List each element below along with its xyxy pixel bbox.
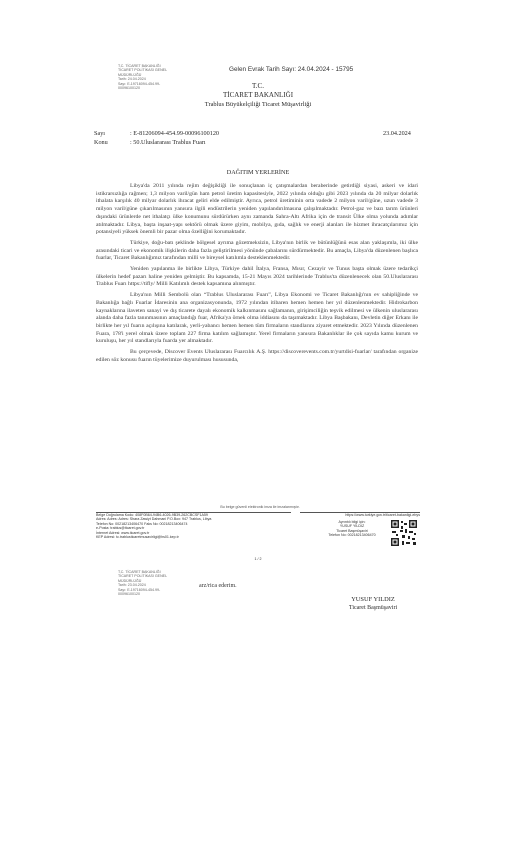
paragraph: Libya'da 2011 yılında rejim değişikliği ile sonuçlanan iç çatışmalardan beraberinde getirdiği siyasi, askeri ve idari istikrarsızlığa rağmen; 1,3 milyon varil/gün ham petrol üretim kapasitesiyle, 2022 yılında olduğu gibi 2023 yılında da 20 milyar dolarlık ithalata karşılık 40 milyar dolarlık ihracat geliri elde edilmiştir. Ayrıca, petrol üretiminin orta vadede 2 milyon varil/güne, uzun vadede 3 milyon varil/güne çıkarılmasının yanısıra ilgili endüstrilerin yeniden yapılandırılmasına çalışılmaktadır. Petrol-gaz ve bazı tarım ürünleri dışındaki ürünlerde net ithalatçı ülke konumunu sürdürürken aynı zamanda Sahra-Altı Afrika için de transit Ülke olma yolunda adımlar atılmaktadır. Libya, başta inşaat-yapı sektörü olmak üzere giyim, mobilya, gıda, sağlık ve enerji alanları ile hizmet ihracatçılarımız için potansiyeli yüksek önemli bir pazar olma özelliğini korumaktadır. [96,183,418,236]
bottom-stamp-line: TİCARET POLİTİKASI GENEL [118,574,168,579]
page-number: 1 / 2 [254,557,262,561]
incoming-stamp-line: Tarih: 24.04.2024 [118,77,146,82]
paragraph: Bu çerçevede, Discover Events Uluslararası Fuarcılık A.Ş. https://discoverevents.com.tr/yurtdisi-fuarlar/ tarafından organize edilen söz konusu fuarın tüyelerimize duyurulması hususunda, [96,349,418,363]
verification-code: Belge Doğrulama Kodu: 408F0B64-94B6-4026-9B39-262CBCSF1A59 [96,512,291,517]
kep-line: KEP Adresi: tc.trablusticaretmusavirligi@hs01.kep.tr [96,535,179,540]
bottom-stamp-line: Tarih: 23.04.2024 [118,583,146,588]
incoming-stamp-line: 00096100120 [118,86,140,91]
konu-row [94,139,206,146]
paragraph: Türkiye, doğu-batı şeklinde bölgesel ayrıma gözetmeksizin, Libya'nın birlik ve bütünlüğünü esas alan yaklaşımla, iki ülke arasındaki ticari ve ekonomik ilişkilerin daha fazla geliştirilmesi yönünde çabalarını sürdürmektedir. Bu amaçla, Libya'da düzenlenen başlıca fuarlar, Ticaret Bakanlığımız tarafından milli ve bireysel katılımla desteklenmektedir. [96,239,418,262]
incoming-stamp-line: T.C. TİCARET BAKANLIĞI [118,64,161,68]
incoming-stamp-line: TİCARET POLİTİKASI GENEL [118,68,168,73]
konu-label: Konu [94,139,108,146]
konu-value: : 50.Uluslararası Trablus Fuarı [130,139,206,146]
phone-line: Telefon No: 00218213406470 Faks No: 00218213406474 [96,521,188,526]
header-ministry: TİCARET BAKANLIĞI [222,91,294,99]
contact-info [316,520,388,538]
email-line: e-Posta: trablus@ticaret.gov.tr [96,526,145,531]
incoming-stamp-line: MÜDÜRLÜĞÜ [118,72,142,77]
web-line: İnternet Adresi: www.ticaret.gov.tr [96,530,150,535]
footer-left [96,512,291,539]
verification-url[interactable]: https://www.turkiye.gov.tr/ticaret-bakanligi-ebys [300,512,420,517]
header-tc: T.C. [252,82,264,90]
header-office: Trablus Büyükelçiliği Ticaret Müşavirliği [204,101,312,108]
address-line: Adres: Adres: Adres: Shara Zawiyt Dahmani P.O.Box: 947 Trablus, Libya [96,517,212,522]
body-text [96,183,418,367]
paragraph: Yeniden yapılanma ile birlikte Libya, Türkiye dahil İtalya, Fransa, Mısır, Cezayir ve Tunus başta olmak üzere tedarikçi ülkelerin hedef pazarı haline yeniden gelmiştir. Bu kapsamda, 15-21 Mayıs 2024 tarihlerinde Trablus'ta düzenlenecek olan 50.Uluslararası Trablus Fuarı https://tifly/ Milli Katılımlı destek kapsamına alınmıştır. [96,266,418,288]
bottom-stamp-line: Sayı: E-19716094-454.99- [118,587,161,592]
paragraph: Libya'nın Milli Sembolü olan “Trablus Uluslararası Fuarı”, Libya Ekonomi ve Ticaret Bakanlığı'nın ev sahipliğinde ve Bakanlığa bağlı Fuarlar İdaresinin ana organizasyonunda, 1972 yılından itibaren hemen hemen her yıl düzenlenmektedir. Hidrokarbon kaynaklarına ilaveten sanayi ve dış ticarete dayalı ekonomik kalkınmasını sağlamanın, girişimciliğin teşvik edilmesi ve ülkenin uluslararası alanda daha fazla tanınmasının amaçlandığı fuar, Afrika'ya örnek olma iddiasını da taşımaktadır. Libya Başbakanı, Devletin diğer Erkanı ile birlikte her yıl fuarın açılışına katılarak, yerli-yabancı hemen hemen tüm firmaların standlarını ziyaret etmektedir. 2023 Yılında düzenlenen Fuara, 178'i yerel olmak üzere toplam 227 firma katılım sağlamıştır. Yerel firmaların yanısıra Bakanlıklar ile çok sayıda kamu kurum ve kuruluşu, her yıl standlarıyla fuarda yer almaktadır. [96,292,418,345]
contact-heading: Ayrıntılı bilgi için: [338,520,366,524]
incoming-date: Gelen Evrak Tarih Sayı: 24.04.2024 - 15795 [229,66,354,73]
esign-note: Bu belge güvenli elektronik imza ile imzalanmıştır. [220,505,300,509]
signer-name: YUSUF YILDIZ [351,596,395,603]
sayi-row [94,130,219,137]
bottom-stamp [118,570,198,596]
distribution-heading: DAĞITIM YERLERİNE [226,169,290,176]
incoming-stamp-line: Sayı: E-19716094-454.99- [118,81,161,86]
signer-title: Ticaret Başmüşaviri [348,605,398,611]
closing-text: arz/rica ederim. [199,583,237,589]
document-header [150,82,366,109]
document-date: 23.04.2024 [383,130,411,137]
bottom-stamp-line: MÜDÜRLÜĞÜ [118,578,142,583]
sayi-value: : E-81206094-454.99-00096100120 [130,130,220,137]
contact-title: Ticaret Başmüşaviri [336,528,368,533]
bottom-stamp-line: T.C. TİCARET BAKANLIĞI [118,570,161,574]
contact-name: YUSUF YILDIZ [339,524,365,529]
qr-code [390,519,418,547]
signature-block [318,595,428,612]
sayi-label: Sayı [94,130,106,137]
bottom-stamp-line: 00096100120 [118,592,140,597]
contact-phone: Telefon No: 00218213406470 [328,533,376,538]
